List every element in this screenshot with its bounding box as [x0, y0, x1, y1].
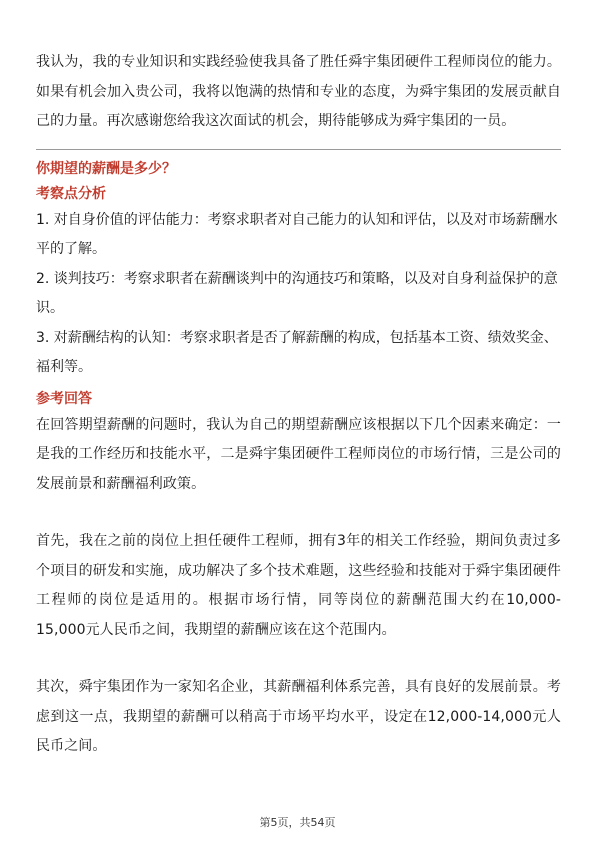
- question-title: 你期望的薪酬是多少？: [36, 160, 176, 177]
- intro-paragraph: 我认为，我的专业知识和实践经验使我具备了胜任舜宇集团硬件工程师岗位的能力。如果有机会加入贵公司，我将以饱满的热情和专业的态度，为舜宇集团的发展贡献自己的力量。再次感谢您给我这次面试的机会，期待能够成为舜宇集团的一员。: [36, 54, 561, 129]
- document-page: [36, 48, 561, 762]
- analysis-item: 1. 对自身价值的评估能力：考察求职者对自己能力的认知和评估，以及对市场薪酬水平的了解。: [36, 211, 558, 257]
- page-footer: 第5页，共54页: [259, 816, 336, 829]
- answer-paragraph: 在回答期望薪酬的问题时，我认为自己的期望薪酬应该根据以下几个因素来确定：一是我的工作经历和技能水平，二是舜宇集团硬件工程师岗位的市场行情，三是公司的发展前景和薪酬福利政策。: [36, 416, 561, 492]
- analysis-item: 3. 对薪酬结构的认知：考察求职者是否了解薪酬的构成，包括基本工资、绩效奖金、福利等。: [36, 329, 558, 375]
- analysis-item: 2. 谈判技巧：考察求职者在薪酬谈判中的沟通技巧和策略，以及对自身利益保护的意识。: [36, 270, 558, 316]
- answer-paragraph: 首先，我在之前的岗位上担任硬件工程师，拥有3年的相关工作经验，期间负责过多个项目的研发和实施，成功解决了多个技术难题，这些经验和技能对于舜宇集团硬件工程师的岗位是适用的。根据市场行情，同等岗位的薪酬范围大约在10,000-15,000元人民币之间，我期望的薪酬应该在这个范围内。: [36, 533, 561, 638]
- answer-heading: 参考回答: [36, 390, 92, 407]
- section-divider: [36, 149, 561, 150]
- spacer: [36, 645, 561, 673]
- analysis-heading: 考察点分析: [36, 185, 106, 202]
- spacer: [36, 499, 561, 527]
- answer-paragraph: 其次，舜宇集团作为一家知名企业，其薪酬福利体系完善，具有良好的发展前景。考虑到这一点，我期望的薪酬可以稍高于市场平均水平，设定在12,000-14,000元人民币之间。: [36, 679, 561, 754]
